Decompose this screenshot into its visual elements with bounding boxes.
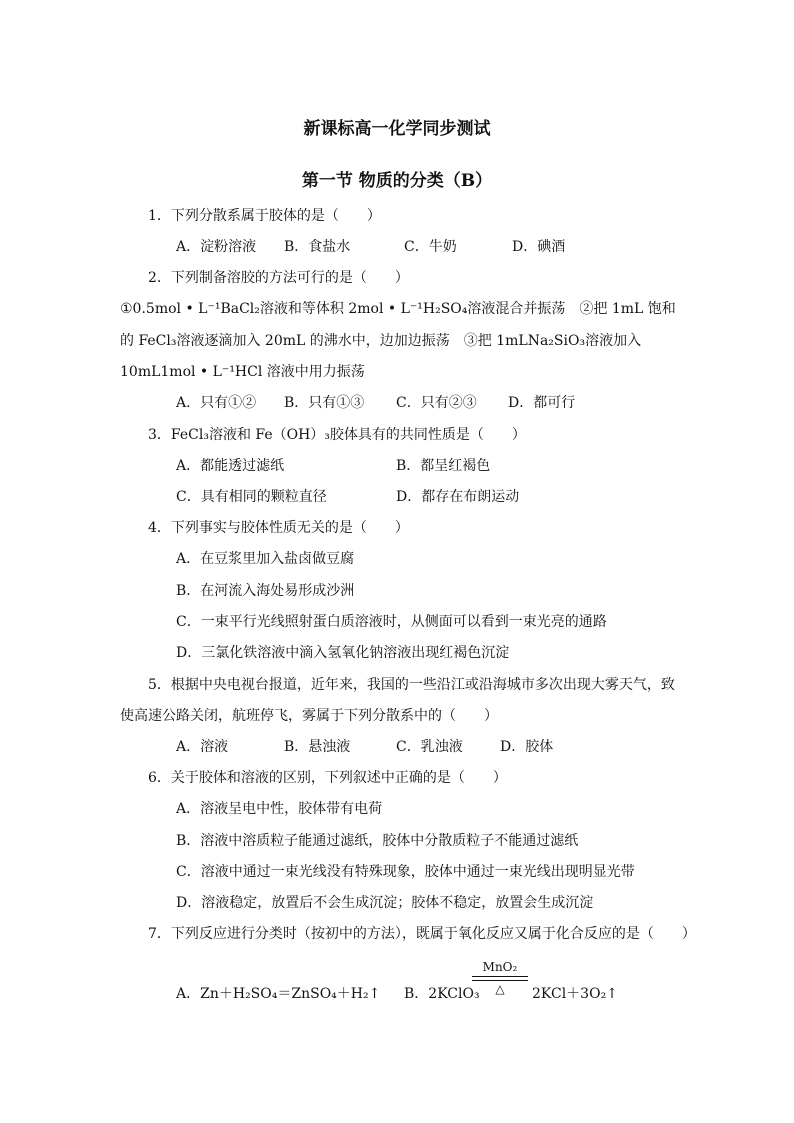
- question-3-option-b: B．都呈红褐色: [396, 458, 491, 474]
- question-1-stem: 1．下列分散系属于胶体的是（ ）: [148, 208, 381, 224]
- reaction-equals-line-top: [472, 976, 528, 977]
- question-2-body-line-1: ①0.5mol • L⁻¹BaCl₂溶液和等体积 2mol • L⁻¹H₂SO₄溶液混合并振荡 ②把 1mL 饱和: [120, 301, 676, 317]
- heating-triangle-icon: △: [495, 982, 505, 996]
- question-7-stem: 7．下列反应进行分类时（按初中的方法），既属于氧化反应又属于化合反应的是（ ）: [148, 926, 696, 942]
- question-2-option-b: B．只有①③: [284, 395, 365, 411]
- question-2-option-a: A．只有①②: [176, 395, 257, 411]
- question-4-option-c: C．一束平行光线照射蛋白质溶液时，从侧面可以看到一束光亮的通路: [176, 614, 607, 630]
- question-5-option-b: B．悬浊液: [284, 739, 351, 755]
- question-7-option-b-reactant: B．2KClO₃: [404, 986, 480, 1002]
- question-2-body-line-2: 的 FeCl₃溶液逐滴加入 20mL 的沸水中，边加边振荡 ③把 1mLNa₂SiO₃溶液加入: [120, 333, 642, 349]
- question-2-body-line-3: 10mL1mol • L⁻¹HCl 溶液中用力振荡: [120, 364, 365, 380]
- question-4-stem: 4．下列事实与胶体性质无关的是（ ）: [148, 520, 409, 536]
- question-6-option-a: A．溶液呈电中性，胶体带有电荷: [176, 801, 383, 817]
- question-2-option-d: D．都可行: [508, 395, 576, 411]
- question-1-option-c: C．牛奶: [404, 239, 457, 255]
- question-4-option-a: A．在豆浆里加入盐卤做豆腐: [176, 551, 355, 567]
- question-2-stem: 2．下列制备溶胶的方法可行的是（ ）: [148, 270, 409, 286]
- question-1-option-a: A．淀粉溶液: [176, 239, 257, 255]
- question-4-option-d: D．三氯化铁溶液中滴入氢氧化钠溶液出现红褐色沉淀: [176, 645, 510, 661]
- question-4-option-b: B．在河流入海处易形成沙洲: [176, 583, 355, 599]
- question-6-option-b: B．溶液中溶质粒子能通过滤纸，胶体中分散质粒子不能通过滤纸: [176, 833, 579, 849]
- question-6-option-c: C．溶液中通过一束光线没有特殊现象，胶体中通过一束光线出现明显光带: [176, 864, 635, 880]
- question-5-stem: 5．根据中央电视台报道，近年来，我国的一些沿江或沿海城市多次出现大雾天气，致: [148, 677, 675, 693]
- question-6-stem: 6．关于胶体和溶液的区别，下列叙述中正确的是（ ）: [148, 770, 507, 786]
- section-subtitle: 第一节 物质的分类（B）: [301, 171, 493, 191]
- reaction-catalyst-label: MnO₂: [482, 960, 518, 974]
- question-5-option-c: C．乳浊液: [396, 739, 463, 755]
- question-3-option-a: A．都能透过滤纸: [176, 458, 285, 474]
- question-3-option-c: C．具有相同的颗粒直径: [176, 489, 327, 505]
- question-1-option-d: D．碘酒: [512, 239, 566, 255]
- reaction-equals-line-bottom: [472, 980, 528, 981]
- question-5-option-a: A．溶液: [176, 739, 229, 755]
- question-5-option-d: D．胶体: [500, 739, 554, 755]
- question-3-stem: 3．FeCl₃溶液和 Fe（OH）₃胶体具有的共同性质是（ ）: [148, 427, 526, 443]
- question-6-option-d: D．溶液稳定，放置后不会生成沉淀；胶体不稳定，放置会生成沉淀: [176, 895, 594, 911]
- question-7-option-b-product: 2KCl＋3O₂↑: [532, 986, 618, 1002]
- question-2-option-c: C．只有②③: [396, 395, 477, 411]
- question-7-option-a: A．Zn＋H₂SO₄＝ZnSO₄＋H₂↑: [176, 986, 381, 1002]
- question-5-stem-continued: 使高速公路关闭，航班停飞，雾属于下列分散系中的（ ）: [120, 708, 498, 724]
- document-title: 新课标高一化学同步测试: [303, 119, 491, 139]
- question-1-option-b: B．食盐水: [284, 239, 351, 255]
- question-3-option-d: D．都存在布朗运动: [396, 489, 520, 505]
